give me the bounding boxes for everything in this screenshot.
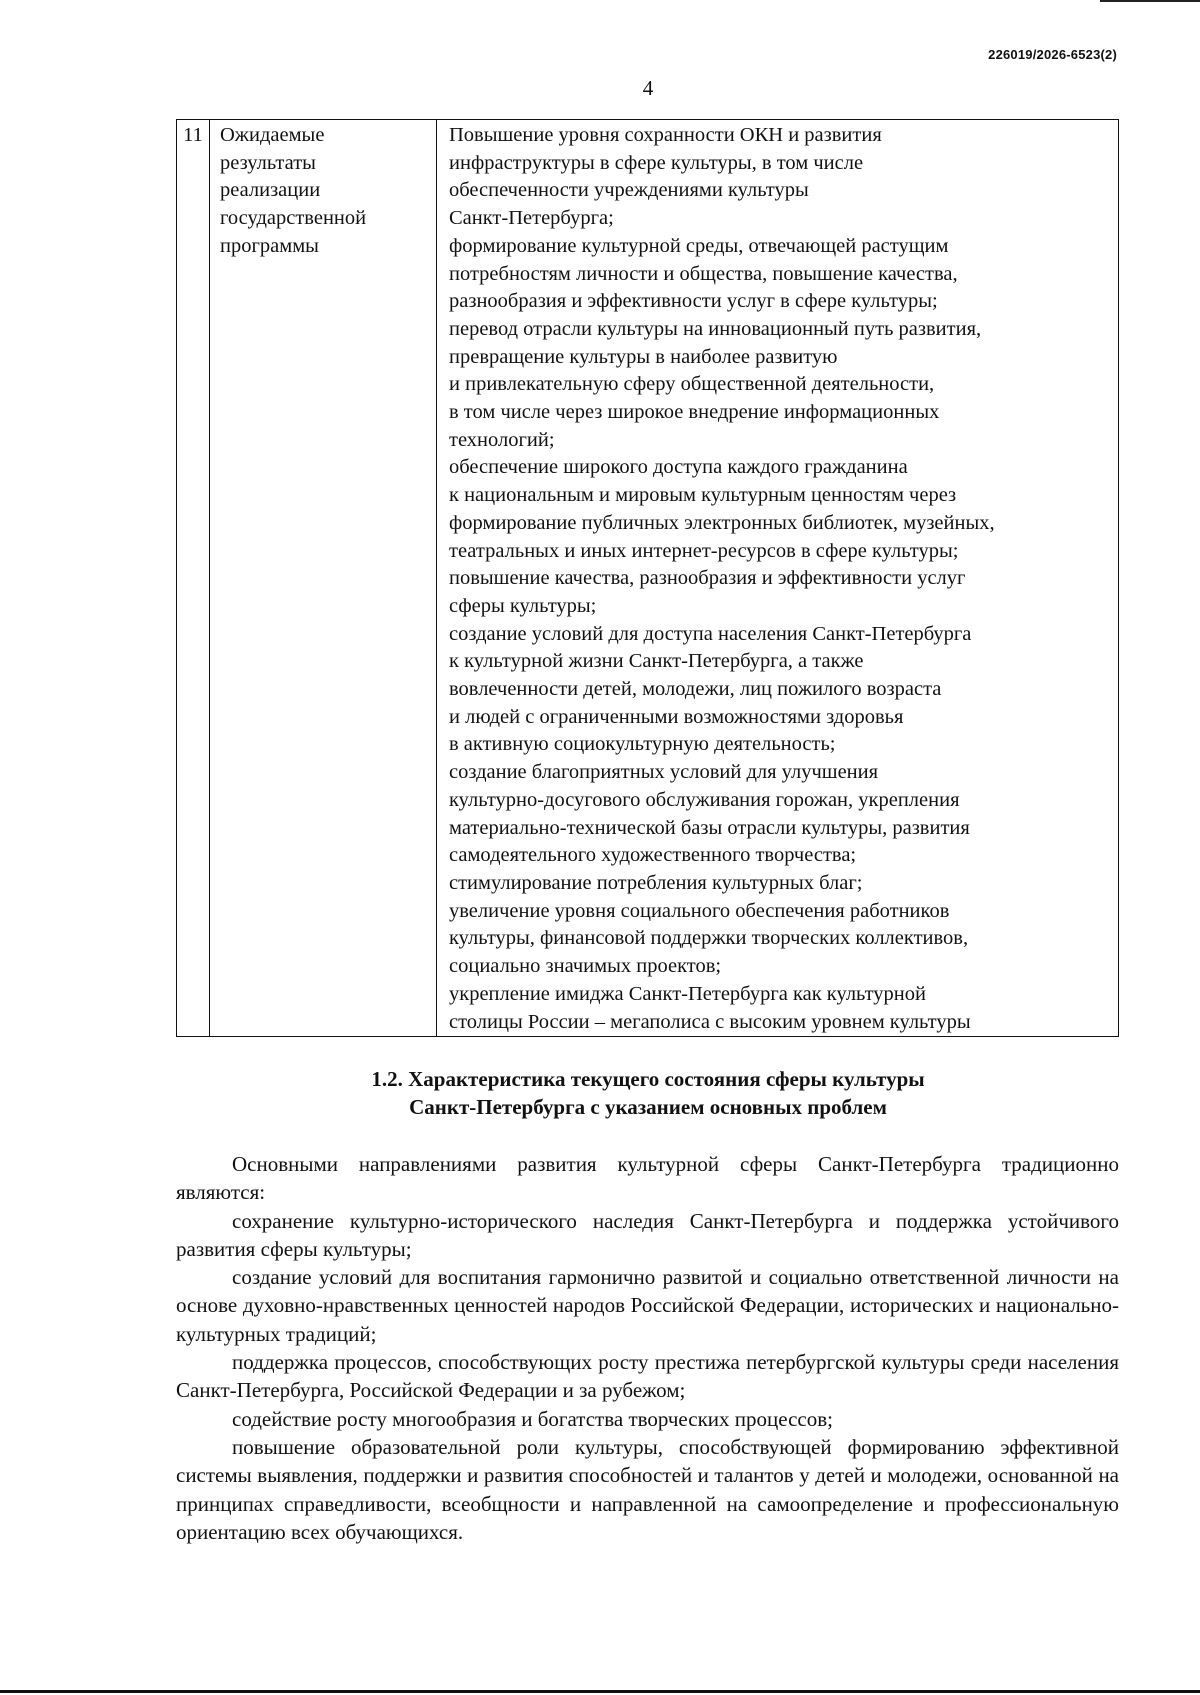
content-line: к культурной жизни Санкт-Петербурга, а также xyxy=(449,650,864,673)
row-label-line: государственной xyxy=(220,207,367,230)
content-line: культуры, финансовой поддержки творческих коллективов, xyxy=(449,927,969,950)
row-number-cell: 11 xyxy=(177,120,210,1037)
content-line: инфраструктуры в сфере культуры, в том числе xyxy=(449,151,864,174)
table-row xyxy=(177,120,1119,1037)
content-line: столицы России – мегаполиса с высоким уровнем культуры xyxy=(449,1010,971,1033)
content-line: укрепление имиджа Санкт-Петербурга как культурной xyxy=(449,982,926,1005)
content-line: сферы культуры; xyxy=(449,594,597,617)
row-label-line: реализации xyxy=(220,179,321,202)
content-line: увеличение уровня социального обеспечения работников xyxy=(449,899,950,922)
content-line: потребностям личности и общества, повышение качества, xyxy=(449,262,958,285)
content-line: культурно-досугового обслуживания горожан, укрепления xyxy=(449,788,960,811)
content-line: создание благоприятных условий для улучшения xyxy=(449,761,879,784)
paragraph: содействие росту многообразия и богатства творческих процессов; xyxy=(232,1406,834,1431)
content-line: стимулирование потребления культурных благ; xyxy=(449,871,863,894)
content-line: социально значимых проектов; xyxy=(449,955,722,978)
row-content-cell xyxy=(437,120,1119,1037)
scan-edge-top xyxy=(1100,0,1200,2)
paragraph: повышение образовательной роли культуры, способствующей формированию эффективной системы выявления, поддержки и развития способностей и талантов у детей и молодежи, основанной на принципах справедливости, всеобщности и направленной на самоопределение и профессиональную ориентацию всех обучающихся. xyxy=(176,1434,1119,1544)
content-line: в том числе через широкое внедрение информационных xyxy=(449,401,940,424)
content-line: Санкт-Петербурга; xyxy=(449,207,614,230)
content-line: перевод отрасли культуры на инновационный путь развития, xyxy=(449,317,982,340)
content-line: театральных и иных интернет-ресурсов в сфере культуры; xyxy=(449,539,959,562)
content-line: и людей с ограниченными возможностями здоровья xyxy=(449,705,904,728)
content-line: в активную социокультурную деятельность; xyxy=(449,733,836,756)
content-line: к национальным и мировым культурным ценностям через xyxy=(449,484,957,507)
content-line: и привлекательную сферу общественной деятельности, xyxy=(449,373,935,396)
content-line: повышение качества, разнообразия и эффективности услуг xyxy=(449,567,966,590)
paragraph: поддержка процессов, способствующих росту престижа петербургской культуры среди населения Санкт-Петербурга, Российской Федерации и за рубежом; xyxy=(176,1350,1119,1403)
section-heading-line: 1.2. Характеристика текущего состояния сферы культуры xyxy=(371,1067,925,1091)
page-number: 4 xyxy=(642,76,654,100)
section-heading xyxy=(0,1065,1200,1121)
document-number: 226019/2026-6523(2) xyxy=(988,47,1117,62)
content-line: Повышение уровня сохранности ОКН и развития xyxy=(449,124,882,146)
body-text xyxy=(176,1150,1119,1546)
content-line: создание условий для доступа населения Санкт-Петербурга xyxy=(449,622,972,645)
row-label-line: результаты xyxy=(220,151,316,174)
scan-edge-bottom xyxy=(0,1690,1200,1693)
row-label-cell xyxy=(210,120,437,1037)
program-passport-table xyxy=(176,119,1119,1037)
section-heading-line: Санкт-Петербурга с указанием основных проблем xyxy=(409,1095,887,1119)
paragraph: создание условий для воспитания гармонично развитой и социально ответственной личности на основе духовно-нравственных ценностей народов Российской Федерации, исторических и национально-культурных традиций; xyxy=(176,1265,1119,1346)
content-line: материально-технической базы отрасли культуры, развития xyxy=(449,816,970,839)
content-line: разнообразия и эффективности услуг в сфере культуры; xyxy=(449,290,938,313)
content-line: формирование культурной среды, отвечающей растущим xyxy=(449,234,949,257)
content-line: превращение культуры в наиболее развитую xyxy=(449,345,838,368)
content-line: формирование публичных электронных библиотек, музейных, xyxy=(449,511,995,534)
row-label-line: Ожидаемые xyxy=(220,124,325,146)
paragraph: сохранение культурно-исторического наследия Санкт-Петербурга и поддержка устойчивого развития сферы культуры; xyxy=(176,1208,1119,1261)
content-line: самодеятельного художественного творчества; xyxy=(449,844,857,867)
content-line: обеспечение широкого доступа каждого гражданина xyxy=(449,456,908,479)
content-line: обеспеченности учреждениями культуры xyxy=(449,179,809,202)
content-line: вовлеченности детей, молодежи, лиц пожилого возраста xyxy=(449,678,942,701)
content-line: технологий; xyxy=(449,428,555,451)
paragraph: Основными направлениями развития культурной сферы Санкт-Петербурга традиционно являются: xyxy=(176,1152,1119,1205)
row-label-line: программы xyxy=(220,234,319,257)
